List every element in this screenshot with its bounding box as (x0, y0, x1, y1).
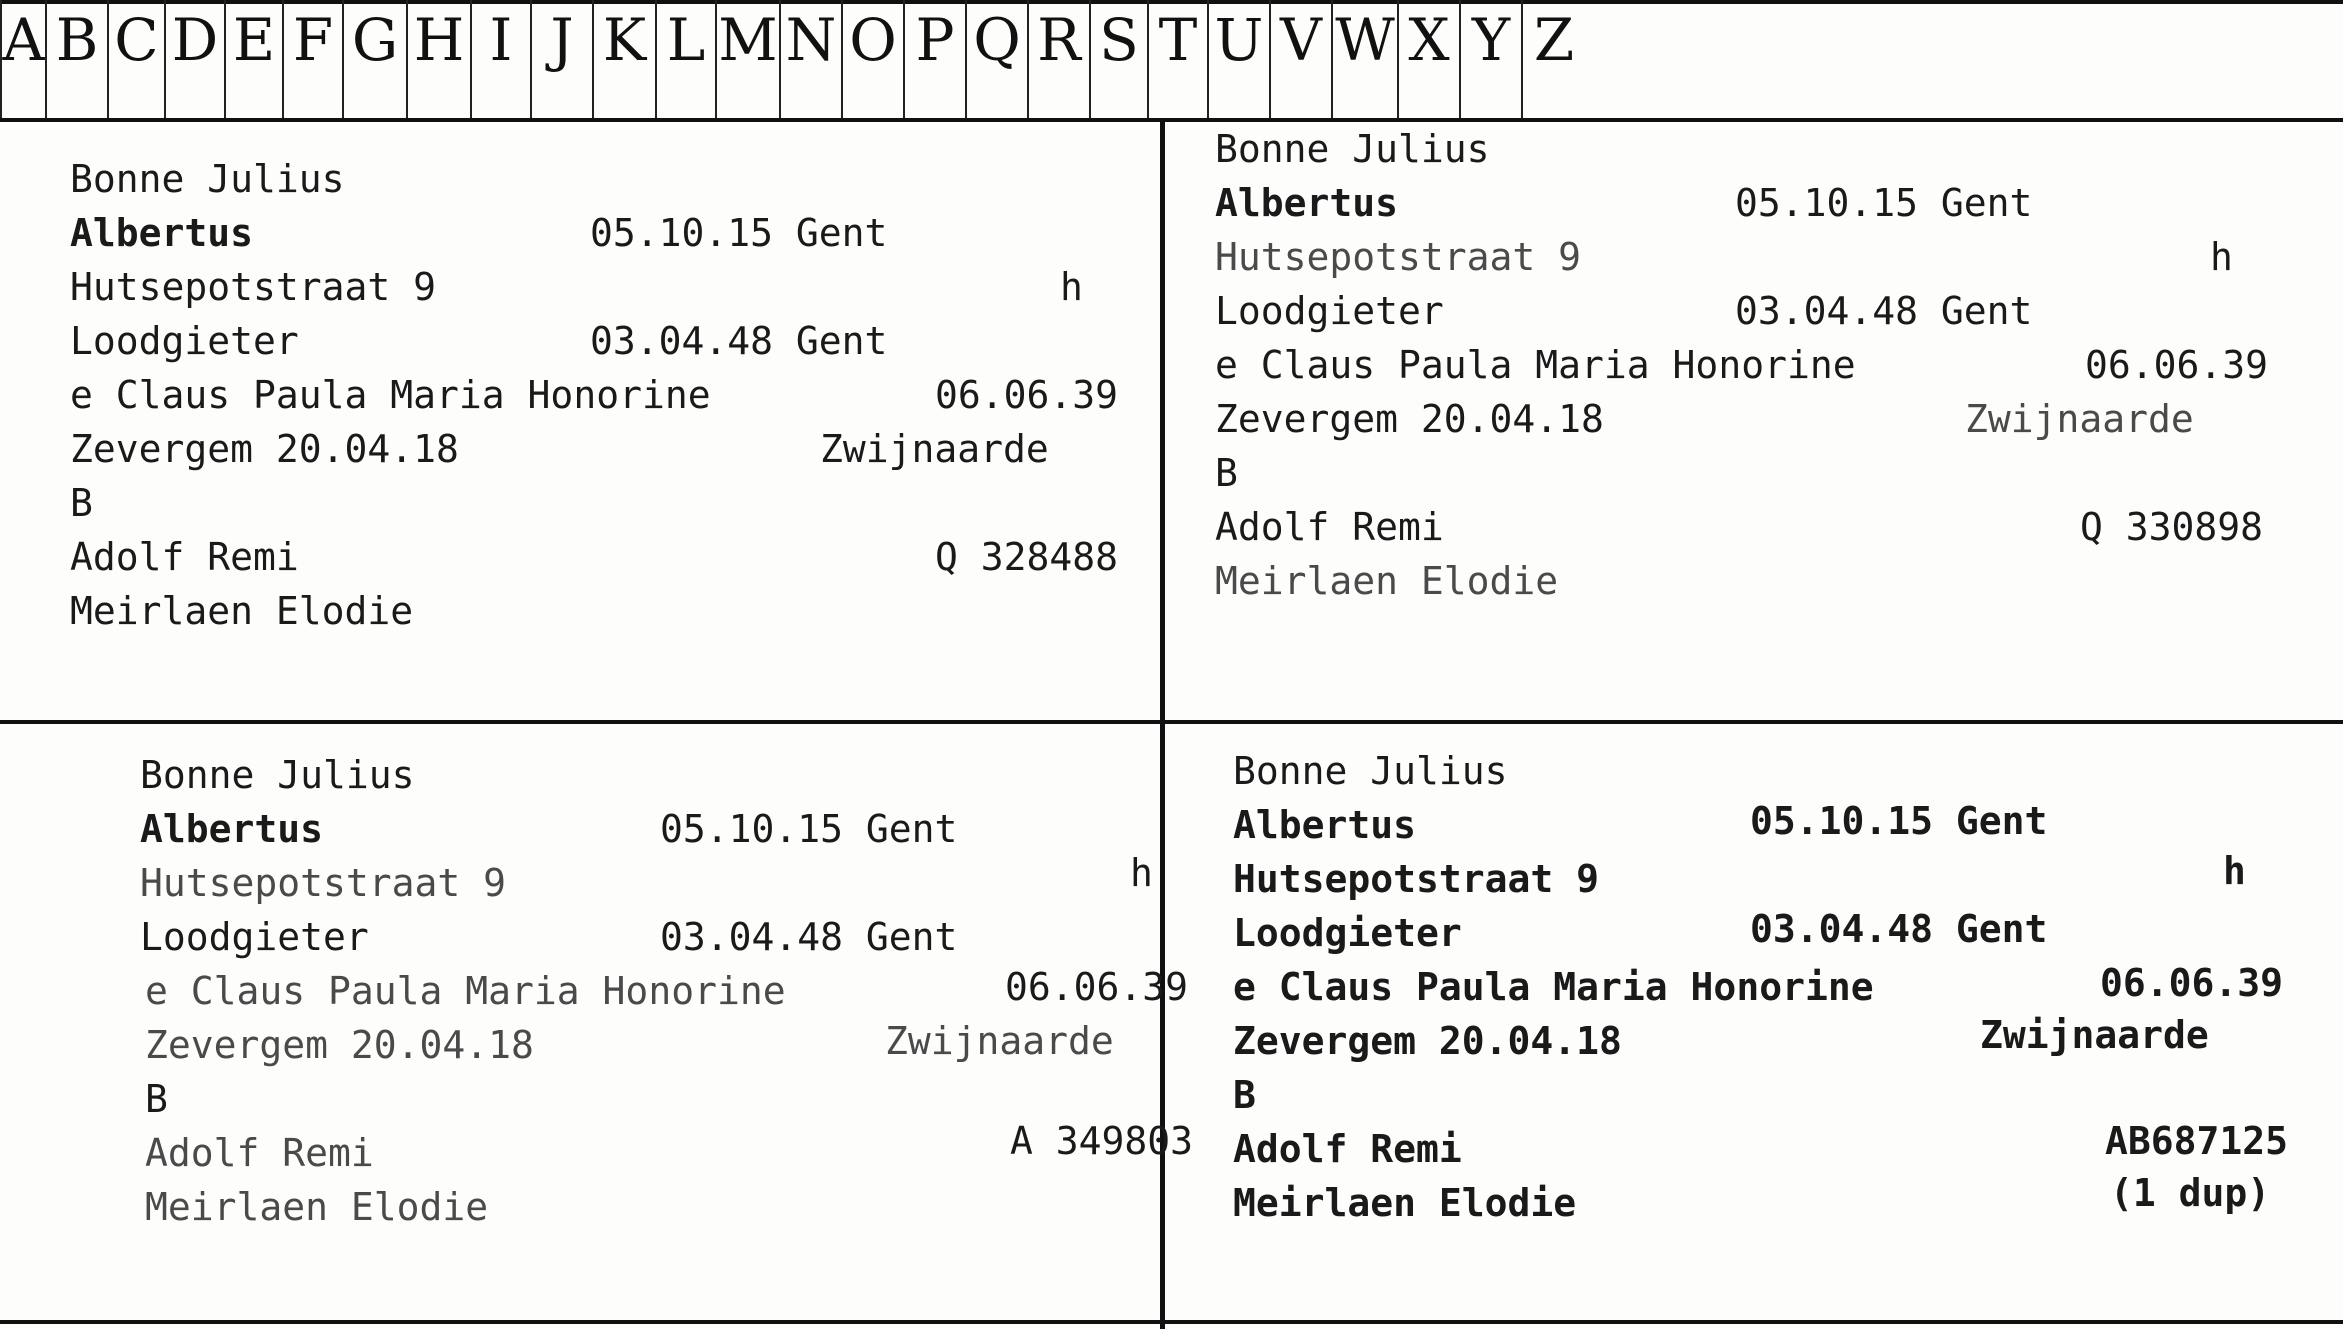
tab-letter-m[interactable] (715, 0, 779, 118)
card-birth: 05.10.15 Gent (1735, 181, 2033, 225)
card-surname: Bonne Julius (1233, 749, 1508, 793)
card-mother: Meirlaen Elodie (1215, 559, 1559, 603)
tab-letter-label: C (114, 6, 159, 74)
card-registration: 03.04.48 Gent (1750, 907, 2048, 951)
tab-letter-o[interactable] (841, 0, 903, 118)
card-code: B (145, 1077, 168, 1121)
tab-letter-f[interactable] (282, 0, 342, 118)
tab-letter-x[interactable] (1397, 0, 1459, 118)
card-birth: 05.10.15 Gent (1750, 799, 2048, 843)
tab-letter-label: J (550, 6, 574, 74)
card-given-names: Albertus (140, 807, 324, 851)
card-spouse-birth: Zevergem 20.04.18 (70, 427, 459, 471)
tab-letter-label: Q (973, 6, 1021, 74)
card-street: Hutsepotstraat 9 (1233, 857, 1600, 901)
tab-letter-i[interactable] (470, 0, 530, 118)
tab-letter-label: O (849, 6, 897, 74)
card-mother: Meirlaen Elodie (1233, 1181, 1577, 1225)
card-mother: Meirlaen Elodie (145, 1185, 489, 1229)
tab-letter-label: K (602, 6, 647, 74)
card-gender: h (2223, 849, 2246, 893)
card-spouse: e Claus Paula Maria Honorine (70, 373, 711, 417)
card-spouse-birth: Zevergem 20.04.18 (1233, 1019, 1622, 1063)
tab-letter-h[interactable] (406, 0, 470, 118)
tab-letter-label: X (1408, 6, 1450, 74)
tab-letter-p[interactable] (903, 0, 965, 118)
card-birth: 05.10.15 Gent (590, 211, 888, 255)
tab-letter-w[interactable] (1331, 0, 1397, 118)
tab-letter-label: S (1099, 6, 1139, 74)
card-code: B (70, 481, 93, 525)
bottom-rule (0, 1320, 2343, 1324)
index-card-bottom-left[interactable] (0, 724, 1194, 1320)
card-given-names: Albertus (1233, 803, 1417, 847)
card-father: Adolf Remi (70, 535, 299, 579)
tab-letter-label: Y (1471, 6, 1511, 74)
card-number: AB687125 (2105, 1119, 2289, 1163)
tab-letter-label: W (1335, 6, 1395, 74)
card-father: Adolf Remi (145, 1131, 374, 1175)
card-given-names: Albertus (1215, 181, 1399, 225)
tab-letter-label: G (351, 6, 399, 74)
index-card-top-right[interactable] (1165, 122, 2343, 720)
card-spouse: e Claus Paula Maria Honorine (145, 969, 786, 1013)
tab-letter-r[interactable] (1027, 0, 1089, 118)
card-marriage-place: Zwijnaarde (885, 1019, 1114, 1063)
tab-letter-label: Z (1533, 6, 1575, 74)
card-registration: 03.04.48 Gent (660, 915, 958, 959)
tab-letter-e[interactable] (224, 0, 282, 118)
tab-letter-z[interactable] (1521, 0, 2343, 118)
card-spouse-birth: Zevergem 20.04.18 (145, 1023, 534, 1067)
card-gender: h (1060, 265, 1083, 309)
tab-letter-q[interactable] (965, 0, 1027, 118)
alphabet-tab-row (0, 0, 2343, 122)
card-street: Hutsepotstraat 9 (140, 861, 507, 905)
card-registration: 03.04.48 Gent (1735, 289, 2033, 333)
tab-letter-label: I (489, 6, 513, 74)
card-marriage-place: Zwijnaarde (1965, 397, 2194, 441)
card-code: B (1215, 451, 1238, 495)
card-given-names: Albertus (70, 211, 254, 255)
tab-letter-label: H (413, 6, 465, 74)
card-occupation: Loodgieter (1215, 289, 1444, 333)
tab-letter-t[interactable] (1147, 0, 1207, 118)
tab-letter-label: E (232, 6, 276, 74)
card-spouse-birth: Zevergem 20.04.18 (1215, 397, 1604, 441)
card-mother: Meirlaen Elodie (70, 589, 414, 633)
tab-letter-label: R (1037, 6, 1081, 74)
card-marriage-date: 06.06.39 (1005, 965, 1189, 1009)
card-number: A 349803 (1010, 1119, 1194, 1163)
tab-letter-b[interactable] (45, 0, 107, 118)
tab-letter-j[interactable] (530, 0, 592, 118)
card-marriage-date: 06.06.39 (935, 373, 1119, 417)
card-father: Adolf Remi (1233, 1127, 1462, 1171)
tab-letter-c[interactable] (107, 0, 164, 118)
tab-letter-y[interactable] (1459, 0, 1521, 118)
tab-letter-u[interactable] (1207, 0, 1269, 118)
card-occupation: Loodgieter (70, 319, 299, 363)
card-gender: h (1130, 851, 1153, 895)
card-registration: 03.04.48 Gent (590, 319, 888, 363)
card-number: Q 328488 (935, 535, 1119, 579)
tab-letter-label: P (915, 6, 955, 74)
tab-letter-label: T (1158, 6, 1198, 74)
card-duplicate-note: (1 dup) (2110, 1171, 2271, 1215)
card-spouse: e Claus Paula Maria Honorine (1215, 343, 1856, 387)
card-marriage-place: Zwijnaarde (820, 427, 1049, 471)
card-occupation: Loodgieter (1233, 911, 1462, 955)
card-birth: 05.10.15 Gent (660, 807, 958, 851)
tab-letter-v[interactable] (1269, 0, 1331, 118)
card-code: B (1233, 1073, 1256, 1117)
tab-letter-label: L (666, 6, 706, 74)
tab-letter-a[interactable] (0, 0, 45, 118)
tab-letter-d[interactable] (164, 0, 224, 118)
index-card-top-left[interactable] (0, 122, 1160, 720)
tab-letter-g[interactable] (342, 0, 406, 118)
card-street: Hutsepotstraat 9 (70, 265, 437, 309)
tab-letter-label: D (171, 6, 219, 74)
index-card-bottom-right[interactable] (1165, 724, 2343, 1320)
tab-letter-label: N (785, 6, 837, 74)
card-marriage-date: 06.06.39 (2100, 961, 2284, 1005)
tab-letter-label: U (1214, 6, 1264, 74)
card-surname: Bonne Julius (140, 753, 415, 797)
tab-letter-label: A (2, 6, 45, 74)
tab-letter-l[interactable] (655, 0, 715, 118)
tab-letter-n[interactable] (779, 0, 841, 118)
tab-letter-k[interactable] (592, 0, 655, 118)
tab-letter-label: V (1280, 6, 1322, 74)
tab-letter-label: F (292, 6, 334, 74)
card-surname: Bonne Julius (70, 157, 345, 201)
card-marriage-place: Zwijnaarde (1980, 1013, 2209, 1057)
card-gender: h (2210, 235, 2233, 279)
card-number: Q 330898 (2080, 505, 2264, 549)
tab-letter-label: B (55, 6, 99, 74)
card-spouse: e Claus Paula Maria Honorine (1233, 965, 1874, 1009)
card-occupation: Loodgieter (140, 915, 369, 959)
card-marriage-date: 06.06.39 (2085, 343, 2269, 387)
tab-letter-label: M (718, 6, 778, 74)
card-surname: Bonne Julius (1215, 127, 1490, 171)
card-street: Hutsepotstraat 9 (1215, 235, 1582, 279)
card-father: Adolf Remi (1215, 505, 1444, 549)
tab-letter-s[interactable] (1089, 0, 1147, 118)
